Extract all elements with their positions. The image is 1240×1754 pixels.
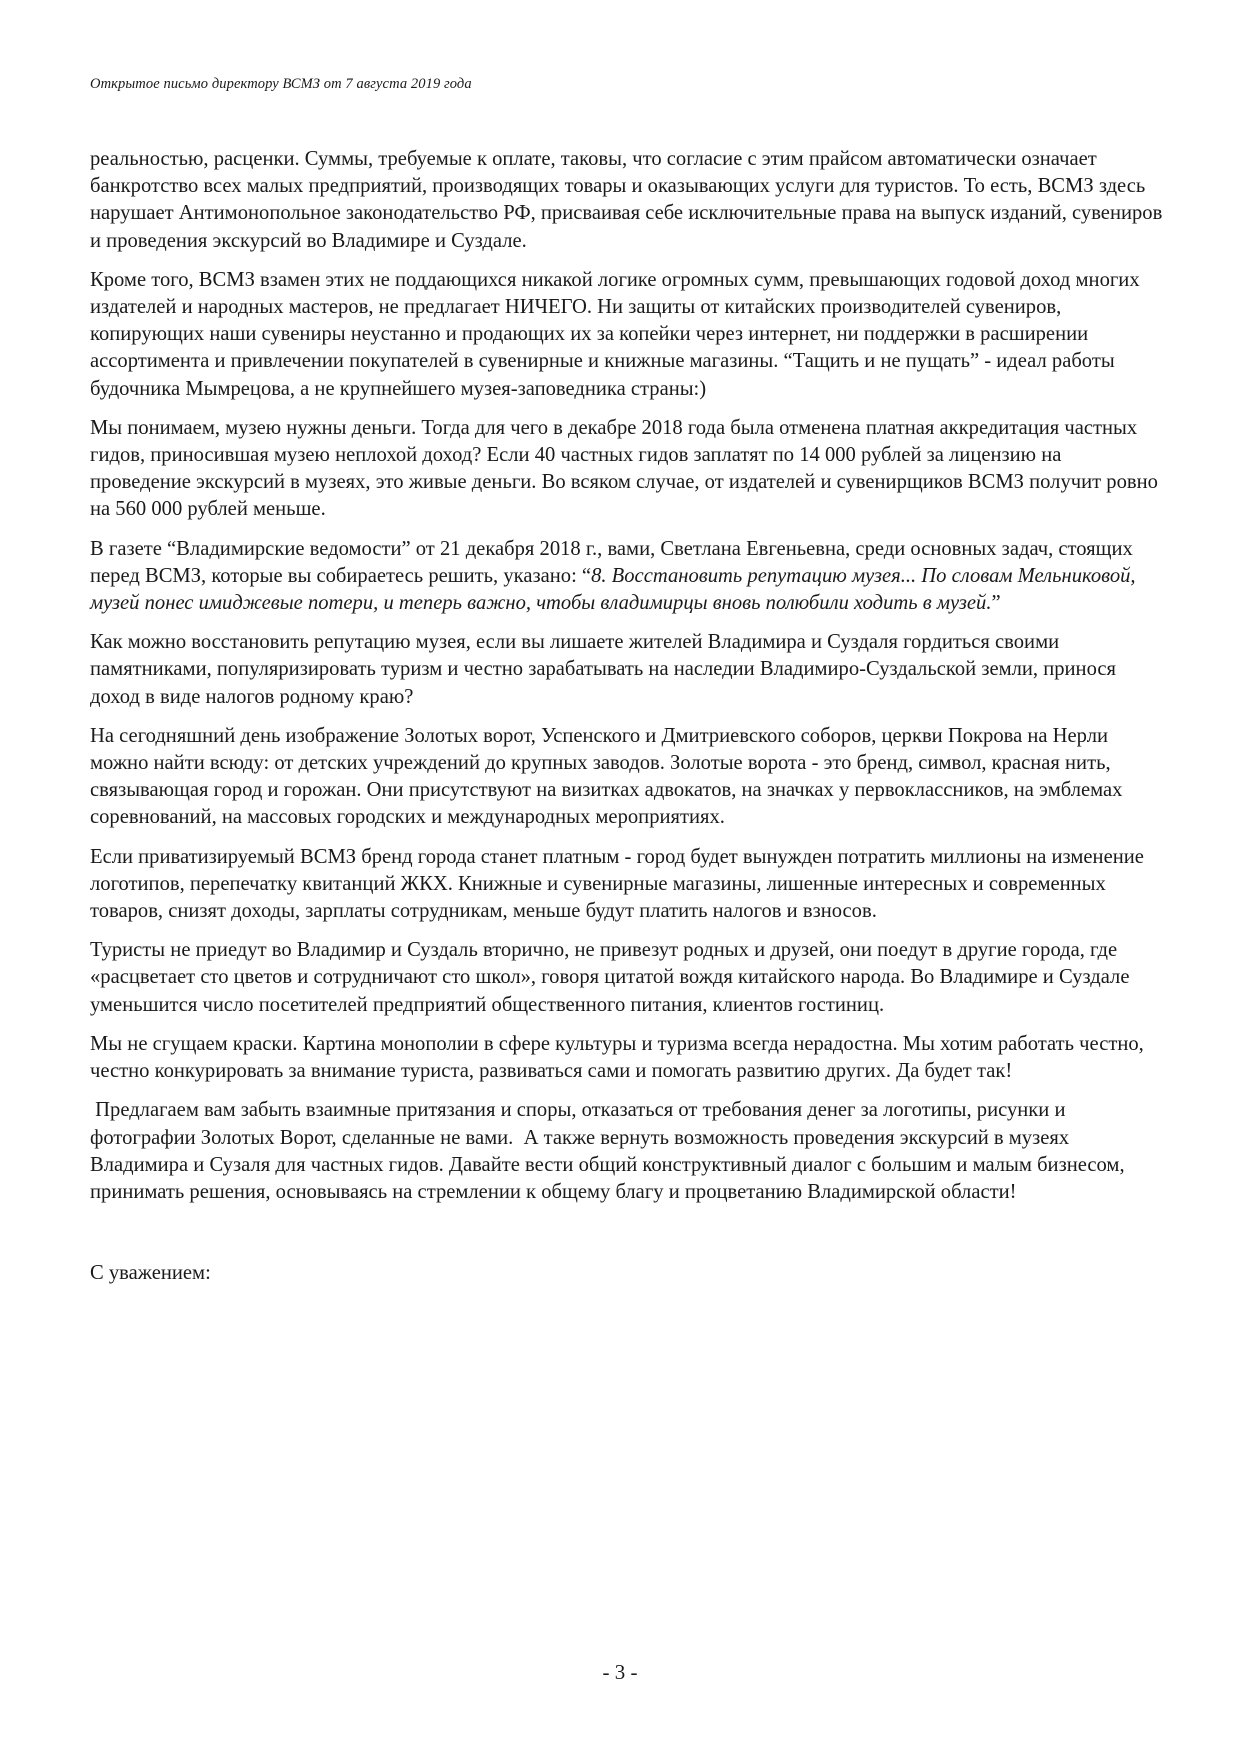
quote-paragraph bbox=[90, 536, 1165, 618]
letter-body bbox=[90, 146, 1165, 1299]
paragraph: Как можно восстановить репутацию музея, если вы лишаете жителей Владимира и Суздаля гордиться своими памятниками, популяризировать туризм и честно зарабатывать на наследии Владимиро-Суздальской земли, принося доход в виде налогов родному краю? bbox=[90, 631, 1117, 708]
signature-line: С уважением: bbox=[90, 1262, 211, 1285]
quote-intro: В газете “Владимирские ведомости” от 21 декабря 2018 г., вами, Светлана Евгеньевна, среди основных задач, стоящих перед ВСМЗ, которые вы собираетесь решить, указано: “ bbox=[90, 537, 1133, 587]
paragraph: Кроме того, ВСМЗ взамен этих не поддающихся никакой логике огромных сумм, превышающих годовой доход многих издателей и народных мастеров, не предлагает НИЧЕГО. Ни защиты от китайских производителей сувениров, копирующих наши сувениры неустанно и продающих их за копейки через интернет, ни поддержки в расширении ассортимента и привлечении покупателей в сувенирные и книжные магазины. “Тащить и не пущать” - идеал работы будочника Мымрецова, а не крупнейшего музея-заповедника страны:) bbox=[90, 268, 1140, 400]
paragraph: Мы не сгущаем краски. Картина монополии в сфере культуры и туризма всегда нерадостна. Мы хотим работать честно, честно конкурировать за внимание туриста, развиваться сами и помогать развитию других. Да будет так! bbox=[90, 1032, 1144, 1083]
running-header: Открытое письмо директору ВСМЗ от 7 августа 2019 года bbox=[90, 76, 472, 92]
paragraph: Если приватизируемый ВСМЗ бренд города станет платным - город будет вынужден потратить миллионы на изменение логотипов, перепечатку квитанций ЖКХ. Книжные и сувенирные магазины, лишенные интересных и современных товаров, снизят доходы, зарплаты сотрудникам, меньше будут платить налогов и взносов. bbox=[90, 845, 1144, 923]
paragraph: Предлагаем вам забыть взаимные притязания и споры, отказаться от требования денег за логотипы, рисунки и фотографии Золотых Ворот, сделанные не вами. А также вернуть возможность проведения экскурсий в музеях Владимира и Сузаля для частных гидов. Давайте вести общий конструктивный диалог с большим и малым бизнесом, принимать решения, основываясь на стремлении к общему благу и процветанию Владимирской области! bbox=[90, 1099, 1130, 1203]
paragraph: Туристы не приедут во Владимир и Суздаль вторично, не привезут родных и друзей, они поедут в другие города, где «расцветает сто цветов и сотрудничают сто школ», говоря цитатой вождя китайского народа. Во Владимире и Суздале уменьшится число посетителей предприятий общественного питания, клиентов гостиниц. bbox=[90, 939, 1130, 1016]
paragraph: Мы понимаем, музею нужны деньги. Тогда для чего в декабре 2018 года была отменена платная аккредитация частных гидов, приносившая музею неплохой доход? Если 40 частных гидов заплатят по 14 000 рублей за лицензию на проведение экскурсий в музеях, это живые деньги. Во всяком случае, от издателей и сувенирщиков ВСМЗ получит ровно на 560 000 рублей меньше. bbox=[90, 416, 1158, 521]
quote-text: 8. Восстановить репутацию музея... По словам Мельниковой, музей понес имиджевые потери, и теперь важно, чтобы владимирцы вновь полюбили ходить в музей. bbox=[90, 564, 1136, 615]
paragraph: реальностью, расценки. Суммы, требуемые к оплате, таковы, что согласие с этим прайсом автоматически означает банкротство всех малых предприятий, производящих товары и оказывающих услуги для туристов. То есть, ВСМЗ здесь нарушает Антимонопольное законодательство РФ, присваивая себе исключительные права на выпуск изданий, сувениров и проведения экскурсий во Владимире и Суздале. bbox=[90, 148, 1163, 252]
page-number: - 3 - bbox=[602, 1660, 638, 1684]
quote-closing: ” bbox=[991, 592, 1001, 615]
paragraph: На сегодняшний день изображение Золотых ворот, Успенского и Дмитриевского соборов, церкви Покрова на Нерли можно найти всюду: от детских учреждений до крупных заводов. Золотые ворота - это бренд, символ, красная нить, связывающая город и горожан. Они присутствуют на визитках адвокатов, на значках у первоклассников, на эмблемах соревнований, на массовых городских и международных мероприятиях. bbox=[90, 724, 1123, 829]
